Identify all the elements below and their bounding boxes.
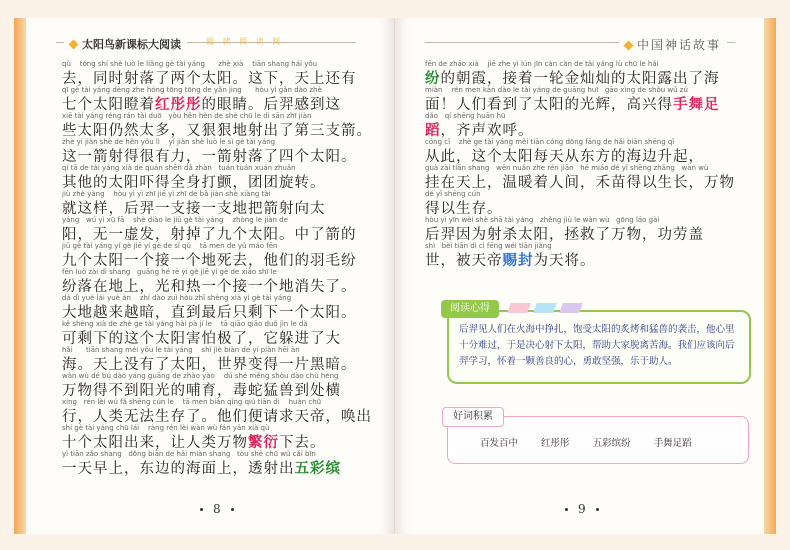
text-line bbox=[425, 216, 743, 242]
text-line bbox=[425, 190, 743, 216]
chinese-line: 行，人类无法生存了。他们便请求天帝，唤出 bbox=[62, 409, 372, 425]
chinese-line: 阳，无一虚发，射掉了九个太阳。中了箭的 bbox=[62, 227, 357, 243]
text-line bbox=[62, 86, 380, 112]
pinyin-line: dǎo qí shēng huān hū bbox=[425, 112, 506, 120]
pinyin-line: yáng wú yì xū fā shè diào le jiǔ gè tài yáng zhòng le jiàn de bbox=[62, 216, 288, 224]
pinyin-line: qī gè tài yáng dèng zhe hóng tōng tōng de yǎn jing hòu yì gǎn dào zhè bbox=[62, 86, 322, 94]
pinyin-line: jiǔ gè tài yáng yí gè jiē yí gè de sǐ qù tā men de yǔ máo fēn bbox=[62, 242, 278, 250]
highlighted-word: 赐封 bbox=[502, 252, 534, 269]
pinyin-line: dà dì yuè lái yuè àn zhí dào zuì hòu zhǐ shèng xià yí gè tài yáng bbox=[62, 294, 292, 302]
diamond-icon bbox=[69, 40, 79, 50]
pinyin-line: xíng rén lèi wú fǎ shēng cún le tā men biàn qǐng qiú tiān dì huàn chū bbox=[62, 398, 322, 406]
text-line bbox=[425, 60, 743, 86]
chinese-line: 后羿因为射杀太阳，拯救了万物，功劳盖 bbox=[425, 227, 704, 243]
highlighted-word: 纷 bbox=[425, 70, 441, 87]
pinyin-line: hǎi tiān shang méi yǒu le tài yáng shì jiè biàn de yí piàn hēi àn bbox=[62, 346, 300, 354]
right-page bbox=[395, 18, 776, 534]
text-line bbox=[62, 112, 380, 138]
right-page-number bbox=[555, 502, 609, 516]
chinese-line: 去，同时射落了两个太阳。这下，天上还有 bbox=[62, 71, 357, 87]
dot-icon bbox=[565, 508, 568, 511]
text-line bbox=[62, 268, 380, 294]
series-title: 太阳鸟新课标大阅读 bbox=[82, 38, 181, 51]
word-item: 手舞足蹈 bbox=[653, 438, 692, 449]
chinese-line: 七个太阳瞪着红彤彤的眼睛。后羿感到这 bbox=[62, 96, 341, 113]
pinyin-line: shì bèi tiān dì cì fēng wéi tiān jiàng bbox=[425, 242, 552, 250]
highlighted-word: 手舞足 bbox=[673, 96, 720, 113]
chinese-line: 万物得不到阳光的哺育，毒蛇猛兽到处横 bbox=[62, 383, 341, 399]
left-header-sub: 阅 读 阅 读 阅 bbox=[206, 37, 284, 46]
chinese-line: 可剩下的这个太阳害怕极了，它躲进了大 bbox=[62, 331, 341, 347]
chinese-line: 就这样，后羿一支接一支地把箭射向太 bbox=[62, 201, 326, 217]
chinese-line: 海。天上没有了太阳，世界变得一片黑暗。 bbox=[62, 357, 357, 373]
dot-icon bbox=[200, 508, 203, 511]
left-body-text bbox=[62, 60, 380, 476]
pinyin-line: xiē tài yáng réng rán tài duō yòu hěn hěn de shè chū le dì sān zhī jiàn bbox=[62, 112, 312, 120]
text-line bbox=[425, 242, 743, 268]
pinyin-line: cóng cǐ zhè ge tài yáng měi tiān cóng dōng fāng de hǎi biān shēng qǐ bbox=[425, 138, 675, 146]
pinyin-line: fēn de zhāo xiá jiē zhe yì lún jīn càn càn de tài yáng lù chū le hǎi bbox=[425, 60, 659, 68]
tab-decoration bbox=[533, 303, 557, 313]
right-header bbox=[425, 32, 735, 54]
text-line bbox=[62, 138, 380, 164]
text-line bbox=[62, 398, 380, 424]
reading-notes-text: 后羿见人们在火海中挣扎，饱受太阳的炙烤和猛兽的袭击，他心里十分难过，于是决心射下太阳，帮助大家脱离苦海。我们应该向后羿学习，怀着一颗善良的心，勇敢坚强，乐于助人。 bbox=[459, 324, 735, 367]
chinese-line: 面！人们看到了太阳的光辉，高兴得手舞足 bbox=[425, 96, 720, 113]
pinyin-line: wàn wù dé bú dào yáng guāng de zhào yào dú shé měng shòu dào chù héng bbox=[62, 372, 339, 380]
word-item: 五彩缤纷 bbox=[592, 438, 631, 449]
chinese-line: 其他的太阳吓得全身打颤，团团旋转。 bbox=[62, 175, 326, 191]
text-line bbox=[425, 138, 743, 164]
text-line bbox=[62, 164, 380, 190]
dot-icon bbox=[596, 508, 599, 511]
good-words-list bbox=[480, 435, 712, 449]
text-line bbox=[62, 60, 380, 86]
pinyin-line: fēn luò zài dì shang guāng hé rè yí gè jiē yí gè de xiāo shī le bbox=[62, 268, 277, 276]
pinyin-line: guà zài tiān shang wēn nuǎn zhe rén jiān hé miáo dé yǐ shēng zhǎng wàn wù bbox=[425, 164, 709, 172]
chinese-line: 这一箭射得很有力，一箭射落了四个太阳。 bbox=[62, 149, 357, 165]
highlighted-word: 蹈 bbox=[425, 122, 441, 139]
text-line bbox=[425, 164, 743, 190]
good-words-box bbox=[447, 411, 749, 464]
decorative-tabs bbox=[509, 298, 587, 317]
chinese-line: 世，被天帝赐封为天将。 bbox=[425, 252, 596, 269]
pinyin-line: jiù zhè yàng hòu yì yì zhī jiē yì zhī de bǎ jiàn shè xiàng tài bbox=[62, 190, 271, 198]
text-line bbox=[62, 320, 380, 346]
left-page-edge bbox=[14, 18, 26, 534]
highlighted-word: 繁衍 bbox=[248, 434, 279, 451]
page-number-text: 9 bbox=[578, 502, 586, 516]
reading-notes-box bbox=[447, 303, 751, 384]
text-line bbox=[62, 450, 380, 476]
text-line bbox=[62, 190, 380, 216]
tab-decoration bbox=[559, 303, 583, 313]
chinese-line: 一天早上，东边的海面上，透射出五彩缤 bbox=[62, 460, 341, 477]
reading-notes-title: 阅读心得 bbox=[441, 300, 499, 318]
tab-decoration bbox=[507, 303, 531, 313]
chinese-line: 纷的朝霞，接着一轮金灿灿的太阳露出了海 bbox=[425, 70, 720, 87]
text-line bbox=[62, 294, 380, 320]
text-line bbox=[425, 112, 743, 138]
dot-icon bbox=[231, 508, 234, 511]
chinese-line: 蹈，齐声欢呼。 bbox=[425, 122, 534, 139]
highlighted-word: 红彤彤 bbox=[155, 96, 202, 113]
pinyin-line: qí tā de tài yáng xià de quán shēn dǎ zhàn tuán tuán xuán zhuǎn bbox=[62, 164, 296, 172]
left-header-title bbox=[64, 34, 187, 54]
chinese-line: 九个太阳一个接一个地死去，他们的羽毛纷 bbox=[62, 253, 357, 269]
pinyin-line: yì tiān zǎo shang dōng biān de hǎi miàn shang tòu shè chū wǔ cǎi bīn bbox=[62, 450, 316, 458]
highlighted-word: 五彩缤 bbox=[294, 460, 341, 477]
good-words-title: 好词积累 bbox=[442, 407, 504, 427]
chinese-line: 从此，这个太阳每天从东方的海边升起， bbox=[425, 149, 704, 165]
pinyin-line: shí gè tài yáng chū lái ràng rén lèi wàn wù fán yǎn xià qù bbox=[62, 424, 270, 432]
diamond-icon bbox=[624, 41, 634, 51]
chinese-line: 大地越来越暗，直到最后只剩下一个太阳。 bbox=[62, 305, 357, 321]
text-line bbox=[62, 424, 380, 450]
text-line bbox=[62, 372, 380, 398]
chinese-line: 挂在天上，温暖着人间，禾苗得以生长，万物 bbox=[425, 175, 735, 191]
chinese-line: 十个太阳出来，让人类万物繁衍下去。 bbox=[62, 434, 326, 451]
pinyin-line: kě shèng xià de zhè ge tài yáng hài pà jí le tā qiāo qiāo duǒ jìn le dà bbox=[62, 320, 308, 328]
book-spread bbox=[14, 18, 776, 534]
text-line bbox=[62, 346, 380, 372]
word-item: 百发百中 bbox=[480, 438, 519, 449]
book-title: 中国神话故事 bbox=[636, 38, 721, 52]
word-item: 红彤彤 bbox=[541, 438, 570, 449]
pinyin-line: zhè yí jiàn shè de hěn yǒu lì yí jiàn shè luò le sì gè tài yáng bbox=[62, 138, 276, 146]
left-header bbox=[56, 32, 356, 54]
left-page bbox=[14, 18, 395, 534]
text-line bbox=[62, 242, 380, 268]
pinyin-line: dé yǐ shēng cún bbox=[425, 190, 481, 198]
chinese-line: 些太阳仍然太多，又狠狠地射出了第三支箭。 bbox=[62, 123, 372, 139]
right-header-title bbox=[619, 34, 727, 55]
pinyin-line: miàn rén men kàn dào le tài yáng de guāng huī gāo xìng de shǒu wǔ zú bbox=[425, 86, 688, 94]
left-page-number bbox=[190, 502, 244, 516]
pinyin-line: hòu yì yīn wèi shè shā tài yáng zhěng jiù le wàn wù gōng láo gài bbox=[425, 216, 660, 224]
text-line bbox=[62, 216, 380, 242]
chinese-line: 得以生存。 bbox=[425, 201, 503, 217]
pinyin-line: qù tóng shí shè luò le liǎng gè tài yáng zhè xià tiān shang hái yǒu bbox=[62, 60, 318, 68]
right-page-edge bbox=[764, 18, 776, 534]
text-line bbox=[425, 86, 743, 112]
right-body-text bbox=[425, 60, 743, 268]
page-number-text: 8 bbox=[213, 502, 221, 516]
chinese-line: 纷落在地上，光和热一个接一个地消失了。 bbox=[62, 279, 357, 295]
